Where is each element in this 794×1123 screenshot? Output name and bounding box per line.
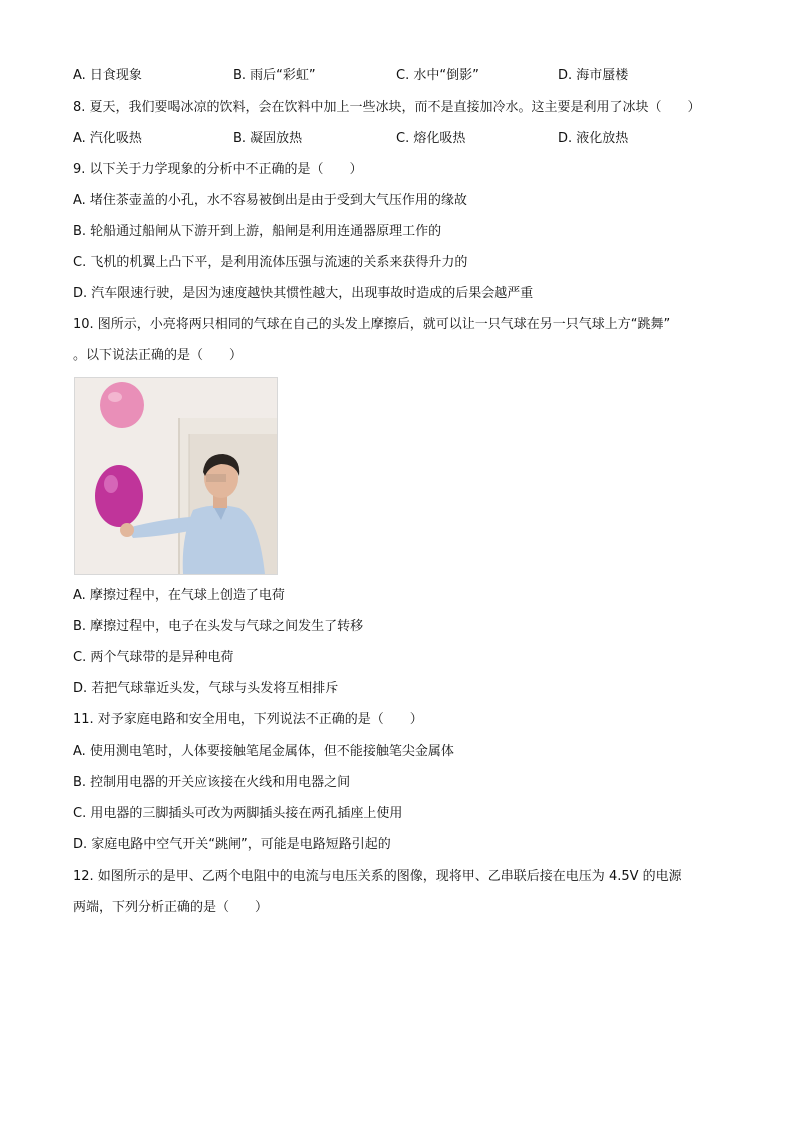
q9-option-c: C. 飞机的机翼上凸下平，是利用流体压强与流速的关系来获得升力的 <box>73 255 468 270</box>
q8-stem: 8. 夏天，我们要喝冰凉的饮料，会在饮料中加上一些冰块，而不是直接加冷水。这主要是利用了冰块（ ） <box>73 100 701 115</box>
balloon-top <box>100 382 144 428</box>
q10-option-b: B. 摩擦过程中，电子在头发与气球之间发生了转移 <box>73 619 364 634</box>
q8-option-a: A. 汽化吸热 <box>73 131 142 146</box>
q11-option-d: D. 家庭电路中空气开关“跳闸”，可能是电路短路引起的 <box>73 837 391 852</box>
q7-option-c: C. 水中“倒影” <box>396 68 479 83</box>
q7-option-a: A. 日食现象 <box>73 68 142 83</box>
q9-option-d: D. 汽车限速行驶，是因为速度越快其惯性越大，出现事故时造成的后果会越严重 <box>73 286 534 301</box>
q10-option-d: D. 若把气球靠近头发，气球与头发将互相排斥 <box>73 681 339 696</box>
q11-option-a: A. 使用测电笔时，人体要接触笔尾金属体，但不能接触笔尖金属体 <box>73 744 454 759</box>
q8-option-c: C. 熔化吸热 <box>396 131 466 146</box>
q11-option-b: B. 控制用电器的开关应该接在火线和用电器之间 <box>73 775 351 790</box>
q12-stem-line2: 两端，下列分析正确的是（ ） <box>73 900 269 915</box>
q10-stem-line1: 10. 图所示，小亮将两只相同的气球在自己的头发上摩擦后，就可以让一只气球在另一只气球上方“跳舞” <box>73 317 671 332</box>
q12-stem-line1: 12. 如图所示的是甲、乙两个电阻中的电流与电压关系的图像，现将甲、乙串联后接在电压为 4.5V 的电源 <box>73 869 682 884</box>
q10-stem-line2: 。以下说法正确的是（ ） <box>73 348 243 363</box>
q9-option-a: A. 堵住茶壶盖的小孔，水不容易被倒出是由于受到大气压作用的缘故 <box>73 193 467 208</box>
q10-option-a: A. 摩擦过程中，在气球上创造了电荷 <box>73 588 285 603</box>
q11-option-c: C. 用电器的三脚插头可改为两脚插头接在两孔插座上使用 <box>73 806 403 821</box>
q8-option-b: B. 凝固放热 <box>233 131 303 146</box>
balloon-photo <box>74 377 278 575</box>
balloon-bottom <box>95 465 143 527</box>
q9-option-b: B. 轮船通过船闸从下游开到上游，船闸是利用连通器原理工作的 <box>73 224 442 239</box>
q9-stem: 9. 以下关于力学现象的分析中不正确的是（ ） <box>73 162 363 177</box>
q7-option-b: B. 雨后“彩虹” <box>233 68 316 83</box>
q10-option-c: C. 两个气球带的是异种电荷 <box>73 650 234 665</box>
q11-stem: 11. 对予家庭电路和安全用电，下列说法不正确的是（ ） <box>73 712 423 727</box>
q8-option-d: D. 液化放热 <box>558 131 629 146</box>
q7-option-d: D. 海市蜃楼 <box>558 68 629 83</box>
